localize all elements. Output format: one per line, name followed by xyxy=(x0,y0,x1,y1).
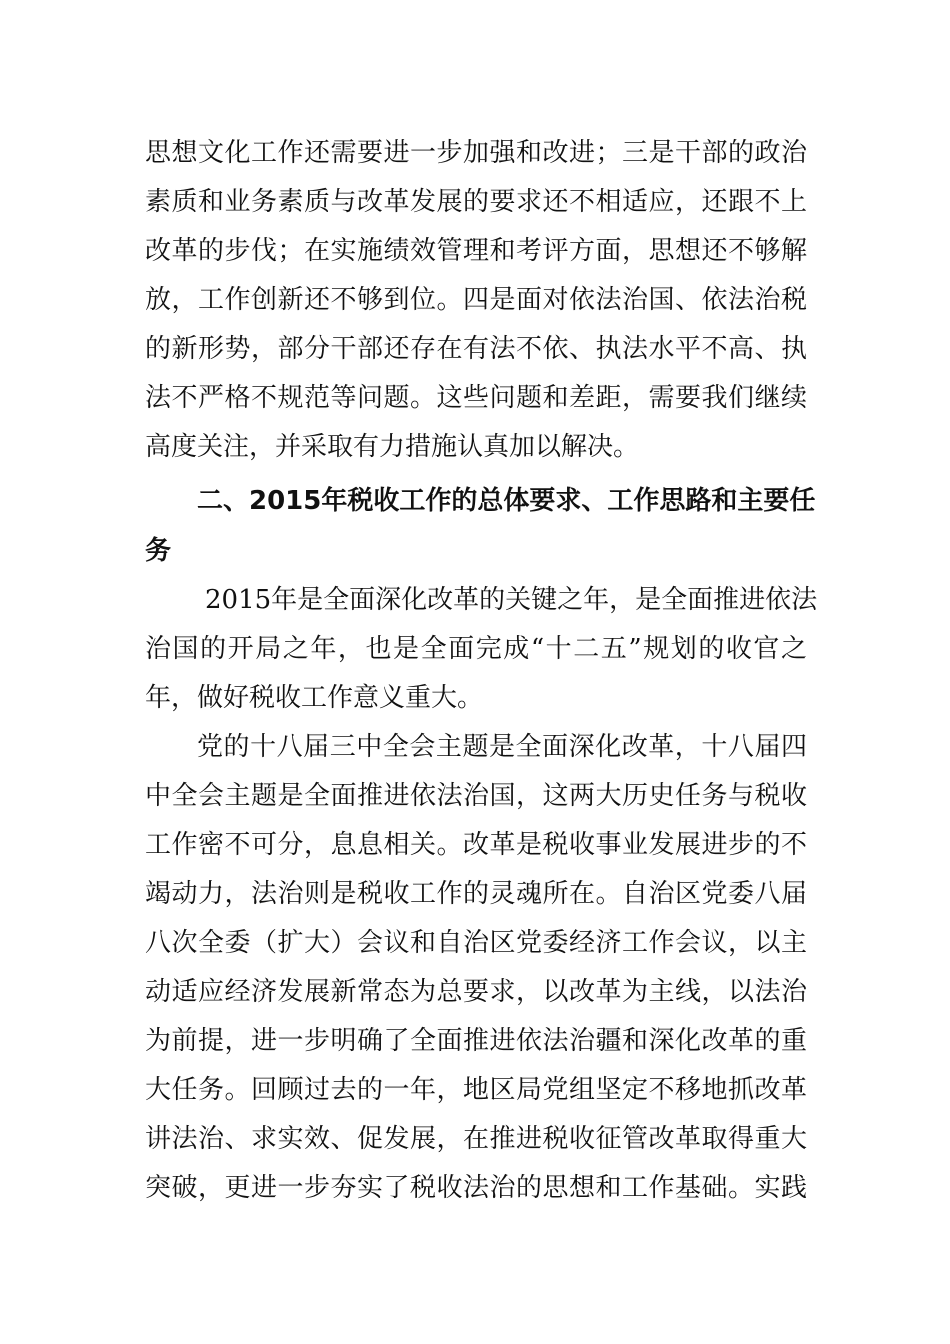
paragraph-line: 动适应经济发展新常态为总要求，以改革为主线，以法治 xyxy=(145,977,807,1007)
paragraph-line: 讲法治、求实效、促发展，在推进税收征管改革取得重大 xyxy=(145,1124,807,1154)
paragraph-line: 治国的开局之年，也是全面完成“十二五”规划的收官之 xyxy=(145,634,807,664)
paragraph-line: 2015年是全面深化改革的关键之年，是全面推进依法 xyxy=(205,585,818,615)
paragraph-line: 思想文化工作还需要进一步加强和改进；三是干部的政治 xyxy=(145,138,807,168)
paragraph-line: 的新形势，部分干部还存在有法不依、执法水平不高、执 xyxy=(145,334,807,364)
paragraph-line: 中全会主题是全面推进依法治国，这两大历史任务与税收 xyxy=(145,781,807,811)
paragraph-line: 高度关注，并采取有力措施认真加以解决。 xyxy=(145,432,640,462)
section-heading: 二、2015年税收工作的总体要求、工作思路和主要任 xyxy=(197,486,816,516)
paragraph-line: 党的十八届三中全会主题是全面深化改革，十八届四 xyxy=(197,732,807,762)
paragraph-line: 年，做好税收工作意义重大。 xyxy=(145,683,484,713)
section-heading-continuation: 务 xyxy=(145,536,172,566)
paragraph-line: 改革的步伐；在实施绩效管理和考评方面，思想还不够解 xyxy=(145,236,807,266)
paragraph-line: 八次全委（扩大）会议和自治区党委经济工作会议，以主 xyxy=(145,928,807,958)
paragraph-line: 放，工作创新还不够到位。四是面对依法治国、依法治税 xyxy=(145,285,807,315)
paragraph-line: 法不严格不规范等问题。这些问题和差距，需要我们继续 xyxy=(145,383,807,413)
paragraph-line: 大任务。回顾过去的一年，地区局党组坚定不移地抓改革 xyxy=(145,1075,807,1105)
paragraph-line: 工作密不可分，息息相关。改革是税收事业发展进步的不 xyxy=(145,830,807,860)
paragraph-line: 竭动力，法治则是税收工作的灵魂所在。自治区党委八届 xyxy=(145,879,807,909)
paragraph-line: 素质和业务素质与改革发展的要求还不相适应，还跟不上 xyxy=(145,187,807,217)
paragraph-line: 为前提，进一步明确了全面推进依法治疆和深化改革的重 xyxy=(145,1026,807,1056)
paragraph-line: 突破，更进一步夯实了税收法治的思想和工作基础。实践 xyxy=(145,1173,807,1203)
